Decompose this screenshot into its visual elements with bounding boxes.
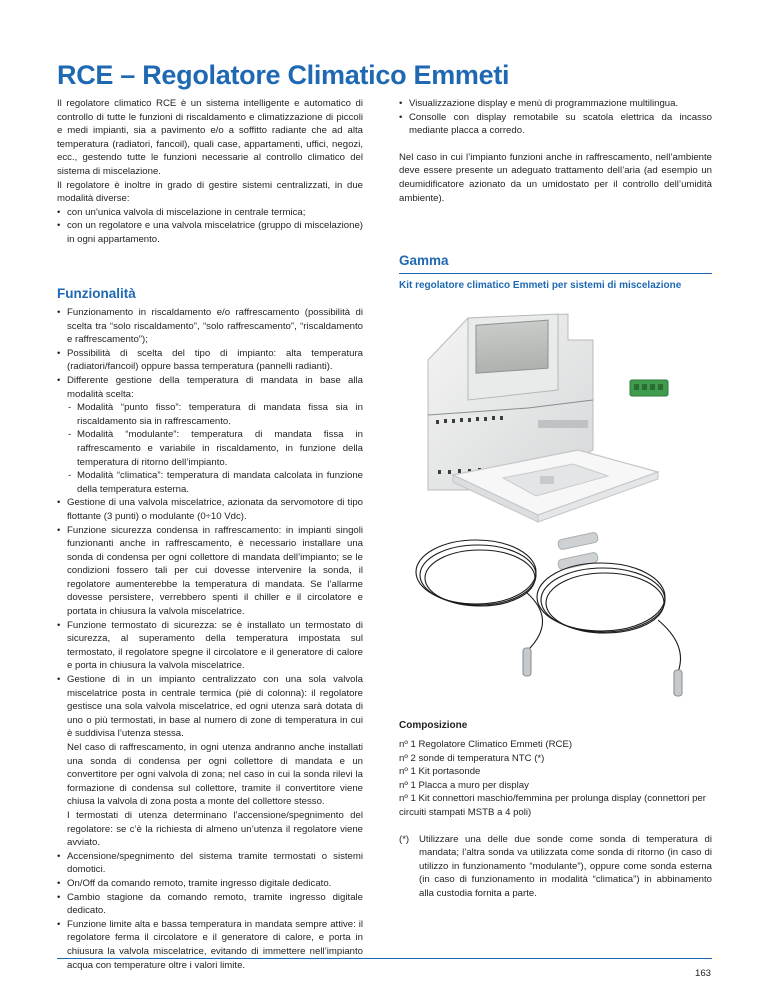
composizione-heading: Composizione <box>399 720 468 731</box>
gamma-divider <box>399 273 712 274</box>
funzionalita-section <box>57 306 363 972</box>
funzionalita-item: • Cambio stagione da comando remoto, tramite ingresso digitale dedicato. <box>57 891 363 918</box>
funzionalita-item-text: Gestione di in un impianto centralizzato con una sola valvola miscelatrice posta in centrale termica (piè di colonna): il regolatore gestisce una sola valvola miscelatrice, ed ogni utenza sarà dotata di uno o più termostati, in base al numero di zone di temperatura in cui è suddivisa l’utenza stessa. <box>67 674 363 740</box>
funzionalita-item: • Funzione sicurezza condensa in raffrescamento: in impianti singoli funzionanti anche in raffrescamento, è necessario installare una sonda di condensa per ogni collettore di mandata dell’impianto; se le condizioni fossero tali per cui dovesse intervenire la sonda, il regolatore aumenterebbe la temperatura di mandata. Se l’allarme dovesse persistere, verrebbero spenti il chiller e il circolatore e portata in chiusura la valvola miscelatrice. <box>57 524 363 619</box>
product-kit-illustration <box>408 300 708 700</box>
funzionalita-item: • Funzione limite alta e bassa temperatura in mandata sempre attive: il regolatore ferma il circolatore e il generatore di calore, e porta in chiusura la valvola miscelatrice, evitando di immettere nell’impianto acqua con temperature oltre i valori limite. <box>57 918 363 972</box>
feature-bullet: • Visualizzazione display e menù di programmazione multilingua. <box>399 97 712 111</box>
composizione-section <box>399 738 712 901</box>
cooling-note-paragraph: Nel caso in cui l’impianto funzioni anche in raffrescamento, nell’ambiente deve essere presente un adeguato trattamento dell’aria (ad esempio un deumidificatore azionato da un umidostato per il controllo dell’umidità ambiente). <box>399 151 712 204</box>
mode-item: - Modalità “punto fisso”: temperatura di mandata fissa sia in riscaldamento sia in raffrescamento. <box>67 401 363 428</box>
mode-sublist <box>67 401 363 496</box>
intro-bullet: • con un regolatore e una valvola miscelatrice (gruppo di miscelazione) in ogni appartamento. <box>57 219 363 246</box>
intro-bullet: • con un’unica valvola di miscelazione in centrale termica; <box>57 206 363 220</box>
footnote-mark: (*) <box>399 833 410 845</box>
sensor-holder-icon <box>557 532 598 570</box>
funzionalita-item-paragraph: Nel caso di raffrescamento, in ogni utenza andranno anche installati una sonda di condensa per ogni collettore di mandata e un convertitore per ogni valvola di zona; nel caso in cui la sonda rilevi la formazione di condensa sul collettore, tramite il convertitore viene chiusa la valvola di zona posta a monte del collettore stesso. <box>67 742 363 808</box>
funzionalita-list <box>57 306 363 972</box>
gamma-subheading: Kit regolatore climatico Emmeti per sistemi di miscelazione <box>399 280 682 291</box>
funzionalita-item: • Funzione termostato di sicurezza: se è installato un termostato di sicurezza, al superamento della temperatura impostata sul termostato, il regolatore spegne il circolatore e il generatore di calore e porta in chiusura la valvola miscelatrice. <box>57 619 363 673</box>
mode-item: - Modalità “modulante”: temperatura di mandata fissa in raffrescamento e variabile in riscaldamento, in funzione della temperatura di ritorno dell’impianto. <box>67 428 363 469</box>
green-connector-icon <box>630 380 668 396</box>
funzionalita-item <box>57 673 363 850</box>
funzionalita-item: • Possibilità di scelta del tipo di impianto: alta temperatura (radiatori/fancoil) oppure bassa temperatura (pannelli radianti). <box>57 347 363 374</box>
ntc-probe-icon <box>416 540 543 676</box>
composizione-item: nº 2 sonde di temperatura NTC (*) <box>399 752 545 764</box>
composizione-item: nº 1 Kit connettori maschio/femmina per prolunga display (connettori per circuiti stampati MSTB a 4 poli) <box>399 793 706 818</box>
composizione-item: nº 1 Kit portasonde <box>399 766 481 778</box>
composizione-footnote <box>399 833 712 901</box>
funzionalita-item: • Gestione di una valvola miscelatrice, azionata da servomotore di tipo flottante (3 punti) o modulante (0÷10 Vdc). <box>57 496 363 523</box>
funzionalita-heading: Funzionalità <box>57 286 136 301</box>
intro-paragraph-1: Il regolatore climatico RCE è un sistema intelligente e automatico di controllo di tutte le funzioni di riscaldamento e climatizzazione di piccoli e medi impianti, sia a pavimento e/o a soffitto radiante che ad alta temperatura (radiatori, fancoil), quali case, appartamenti, uffici, negozi, ecc., gestendo tutte le funzioni necessarie al controllo climatico del sistema di miscelazione. <box>57 98 363 177</box>
right-top-section <box>399 97 712 205</box>
features-bullet-list <box>399 97 712 138</box>
footer-divider <box>57 958 712 959</box>
intro-section <box>57 97 363 247</box>
funzionalita-item <box>57 374 363 496</box>
funzionalita-item: • Funzionamento in riscaldamento e/o raffrescamento (possibilità di scelta tra “solo riscaldamento”, “solo raffrescamento”, “riscaldamento e raffrescamento”); <box>57 306 363 347</box>
funzionalita-item-text: Differente gestione della temperatura di mandata in base alla modalità scelta: <box>67 374 363 400</box>
funzionalita-item-paragraph: I termostati di utenza determinano l’accensione/spegnimento del regolatore: se c’è la richiesta di almeno un’utenza il regolatore viene avviato. <box>67 809 363 849</box>
feature-bullet: • Consolle con display remotabile su scatola elettrica da incasso mediante placca a corredo. <box>399 111 712 138</box>
funzionalita-item: • On/Off da comando remoto, tramite ingresso digitale dedicato. <box>57 877 363 891</box>
page-number: 163 <box>694 968 711 979</box>
intro-paragraph-2: Il regolatore è inoltre in grado di gestire sistemi centralizzati, in due modalità diverse: <box>57 179 363 205</box>
gamma-heading: Gamma <box>399 253 449 268</box>
intro-bullet-list <box>57 206 363 247</box>
composizione-item: nº 1 Regolatore Climatico Emmeti (RCE) <box>399 739 573 750</box>
mode-item: - Modalità “climatica”: temperatura di mandata calcolata in funzione della temperatura esterna. <box>67 469 363 496</box>
footnote-text: Utilizzare una delle due sonde come sonda di temperatura di mandata; l’altra sonda va utilizzata come sonda di ritorno (in caso di utilizzo in funzionamento “modulante”), oppure come sonda esterna (in caso di funzionamento in modalità “climatica”) in abbinamento alla custodia fornita a parte. <box>419 833 712 899</box>
funzionalita-item: • Accensione/spegnimento del sistema tramite termostati o sistemi domotici. <box>57 850 363 877</box>
ntc-probe-icon <box>537 563 682 696</box>
page-title: RCE – Regolatore Climatico Emmeti <box>57 60 510 90</box>
composizione-item: nº 1 Placca a muro per display <box>399 779 529 791</box>
